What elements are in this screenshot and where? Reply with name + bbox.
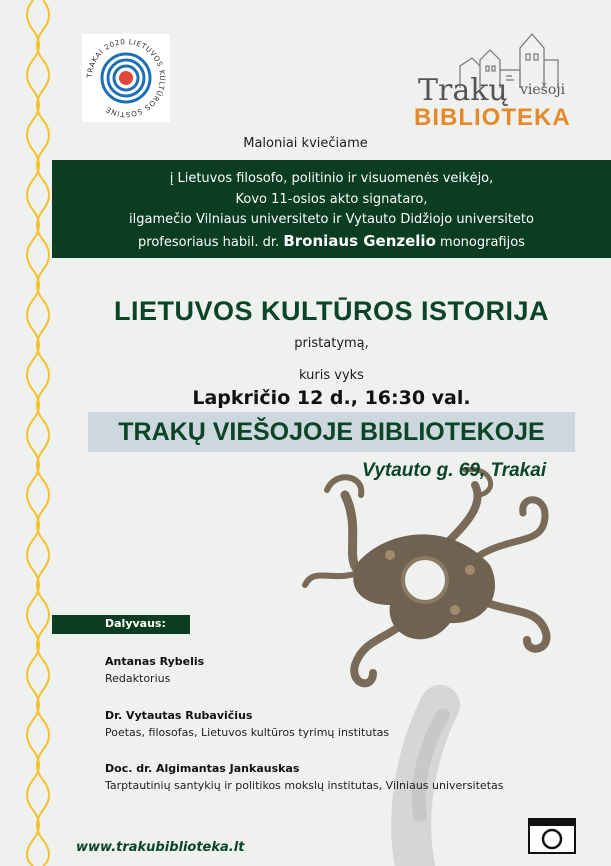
intro-band xyxy=(52,160,611,258)
library-sub: viešoji xyxy=(520,82,566,98)
book-title: LIETUVOS KULTŪROS ISTORIJA xyxy=(113,296,550,326)
camera-icon xyxy=(527,817,577,855)
library-logo xyxy=(410,30,571,131)
presentation-text: pristatymą, xyxy=(294,336,369,351)
participants-label: Dalyvaus: xyxy=(105,617,166,630)
intro-line-3: ilgamečio Vilniaus universiteto ir Vytauto Didžiojo universiteto xyxy=(129,212,534,227)
participant-role: Tarptautinių santykių ir politikos mokslų institutas, Vilniaus universitetas xyxy=(105,779,504,792)
author-name: Broniaus Genzelio xyxy=(283,231,436,250)
takes-place-text: kuris vyks xyxy=(299,368,364,383)
participant-role: Poetas, filosofas, Lietuvos kultūros tyrimų institutas xyxy=(105,726,390,739)
intro-line-4 xyxy=(52,231,611,254)
library-main: BIBLIOTEKA xyxy=(414,104,571,131)
intro-line-1: į Lietuvos filosofo, politinio ir visuomenės veikėjo, xyxy=(169,171,494,186)
invite-text: Maloniai kviečiame xyxy=(243,136,368,151)
participant-name: Dr. Vytautas Rubavičius xyxy=(105,709,253,722)
intro-line-4-pre: profesoriaus habil. dr. xyxy=(138,234,280,250)
venue-address: Vytauto g. 69, Trakai xyxy=(362,460,547,481)
event-date: Lapkričio 12 d., 16:30 val. xyxy=(192,387,471,409)
wavy-lines-decoration xyxy=(24,0,52,866)
intro-line-4-post: monografijos xyxy=(440,234,525,250)
trakai-2020-logo xyxy=(82,34,170,122)
participant-name: Doc. dr. Algimantas Jankauskas xyxy=(105,762,300,775)
venue-title: TRAKŲ VIEŠOJOJE BIBLIOTEKOJE xyxy=(118,418,545,446)
participant-name: Antanas Rybelis xyxy=(105,655,205,668)
logo-ring-text: TRAKAI 2020 LIETUVOS KULTŪROS SOSTINĖ xyxy=(84,36,168,120)
website-link[interactable]: www.trakubiblioteka.lt xyxy=(76,840,245,855)
participant-role: Redaktorius xyxy=(105,672,171,685)
sculpture-illustration xyxy=(265,455,611,866)
library-name: Trakų xyxy=(418,73,508,108)
intro-line-2: Kovo 11-osios akto signataro, xyxy=(235,191,428,207)
